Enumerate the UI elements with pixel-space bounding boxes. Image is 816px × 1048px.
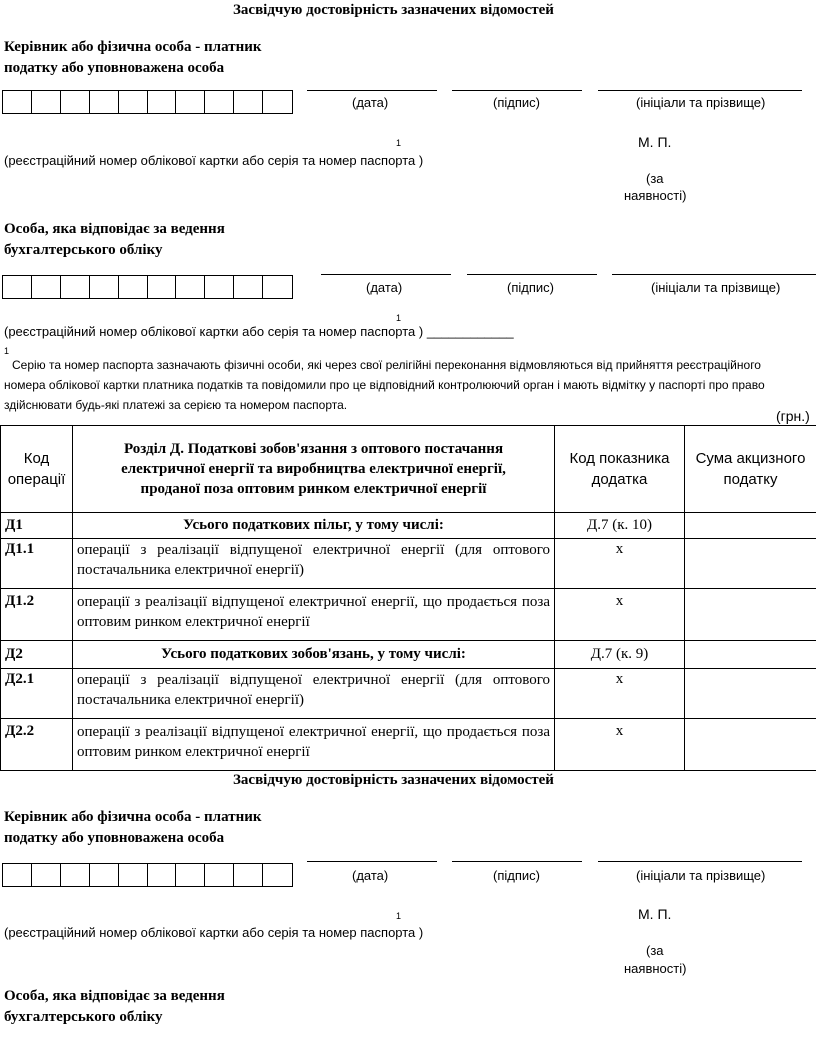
table-row [1, 589, 816, 641]
stamp-note-line2-2: наявності) [624, 961, 687, 976]
row-indicator: х [555, 589, 685, 641]
row-code: Д2.2 [1, 719, 73, 771]
row-indicator: Д.7 (к. 9) [555, 641, 685, 669]
head-reg-number-boxes-2[interactable] [2, 863, 293, 887]
head-signature-label-2: (підпис) [493, 868, 540, 883]
head-signature-line[interactable] [452, 90, 582, 91]
table-row [1, 539, 816, 589]
row-description: операції з реалізації відпущеної електричної енергії (для оптового постачальника електричної енергії) [73, 539, 555, 589]
row-code: Д2 [1, 641, 73, 669]
certify-title-2: Засвідчую достовірність зазначених відомостей [233, 772, 554, 788]
row-indicator: х [555, 539, 685, 589]
row-description: операції з реалізації відпущеної електричної енергії (для оптового постачальника електричної енергії) [73, 669, 555, 719]
head-name-line-2[interactable] [598, 861, 802, 862]
head-role-label-2 [4, 807, 324, 849]
table-header-row [1, 426, 816, 513]
row-amount-cell[interactable] [685, 719, 816, 771]
head-signature-line-2[interactable] [452, 861, 582, 862]
head-name-label-2: (ініціали та прізвище) [636, 868, 766, 883]
row-code: Д1.2 [1, 589, 73, 641]
accountant-name-label: (ініціали та прізвище) [651, 280, 781, 295]
accountant-role-line1-2: Особа, яка відповідає за ведення [4, 988, 225, 1004]
accountant-signature-line[interactable] [467, 274, 597, 275]
row-description: Усього податкових зобов'язань, у тому числі: [73, 641, 555, 669]
header-indicator: Код показника додатка [555, 426, 685, 513]
table-row [1, 641, 816, 669]
row-amount-cell[interactable] [685, 539, 816, 589]
head-reg-number-label-2: (реєстраційний номер облікової картки або серія та номер паспорта ) [4, 925, 424, 940]
row-code: Д2.1 [1, 669, 73, 719]
excise-table [0, 425, 816, 771]
header-excise-amount: Сума акцизного податку [685, 426, 816, 513]
row-amount-cell[interactable] [685, 669, 816, 719]
accountant-role-label-2 [4, 986, 324, 1028]
row-description: операції з реалізації відпущеної електричної енергії, що продається поза оптовим ринком електричної енергії [73, 719, 555, 771]
head-role-line2: податку або уповноважена особа [4, 60, 225, 76]
head-footnote-mark: 1 [396, 138, 402, 148]
head-reg-number-boxes[interactable] [2, 90, 293, 114]
row-code: Д1 [1, 513, 73, 539]
accountant-role-line2-2: бухгалтерського обліку [4, 1009, 163, 1025]
head-role-line2-2: податку або уповноважена особа [4, 830, 225, 846]
header-code: Код операції [1, 426, 73, 513]
accountant-role-label [4, 219, 324, 261]
row-amount-cell[interactable] [685, 513, 816, 539]
accountant-date-line[interactable] [321, 274, 451, 275]
row-indicator: х [555, 719, 685, 771]
head-date-label: (дата) [352, 95, 389, 110]
row-description: операції з реалізації відпущеної електричної енергії, що продається поза оптовим ринком електричної енергії [73, 589, 555, 641]
head-date-line-2[interactable] [307, 861, 437, 862]
row-description: Усього податкових пільг, у тому числі: [73, 513, 555, 539]
head-date-label-2: (дата) [352, 868, 389, 883]
accountant-date-label: (дата) [366, 280, 403, 295]
certify-title: Засвідчую достовірність зазначених відомостей [233, 2, 554, 18]
head-footnote-mark-2: 1 [396, 911, 402, 921]
accountant-reg-number-boxes[interactable] [2, 275, 293, 299]
stamp-note-line2: наявності) [624, 188, 687, 203]
head-role-line1: Керівник або фізична особа - платник [4, 39, 262, 55]
currency-label: (грн.) [776, 408, 810, 424]
footnote-mark: 1 [4, 346, 10, 356]
stamp-note-line1: (за [646, 171, 664, 186]
head-reg-number-label: (реєстраційний номер облікової картки або серія та номер паспорта ) [4, 153, 424, 168]
footnote-text [4, 355, 804, 415]
row-amount-cell[interactable] [685, 641, 816, 669]
table-row [1, 513, 816, 539]
accountant-footnote-mark: 1 [396, 313, 402, 323]
stamp-label-2: М. П. [638, 906, 672, 922]
accountant-reg-number-label: (реєстраційний номер облікової картки або серія та номер паспорта ) ____________ [4, 324, 514, 339]
header-section: Розділ Д. Податкові зобов'язання з оптового постачання електричної енергії та виробництва електричної енергії, проданої поза оптовим ринком електричної енергії [73, 426, 555, 513]
row-code: Д1.1 [1, 539, 73, 589]
head-role-line1-2: Керівник або фізична особа - платник [4, 809, 262, 825]
stamp-label: М. П. [638, 134, 672, 150]
table-row [1, 669, 816, 719]
head-date-line[interactable] [307, 90, 437, 91]
head-name-label: (ініціали та прізвище) [636, 95, 766, 110]
row-indicator: Д.7 (к. 10) [555, 513, 685, 539]
accountant-name-line[interactable] [612, 274, 816, 275]
footnote-body: Серію та номер паспорта зазначають фізичні особи, які через свої релігійні переконання відмовляються від прийняття реєстраційного номера облікової картки платника податків та повідомили про це відповідний контролюючий орган і мають відмітку у паспорті про право здійснювати будь-які платежі за серією та номером паспорта. [4, 358, 765, 412]
row-amount-cell[interactable] [685, 589, 816, 641]
accountant-signature-label: (підпис) [507, 280, 554, 295]
stamp-note-line1-2: (за [646, 943, 664, 958]
row-indicator: х [555, 669, 685, 719]
table-row [1, 719, 816, 771]
accountant-role-line2: бухгалтерського обліку [4, 242, 163, 258]
head-name-line[interactable] [598, 90, 802, 91]
head-role-label [4, 37, 324, 79]
accountant-role-line1: Особа, яка відповідає за ведення [4, 221, 225, 237]
head-signature-label: (підпис) [493, 95, 540, 110]
